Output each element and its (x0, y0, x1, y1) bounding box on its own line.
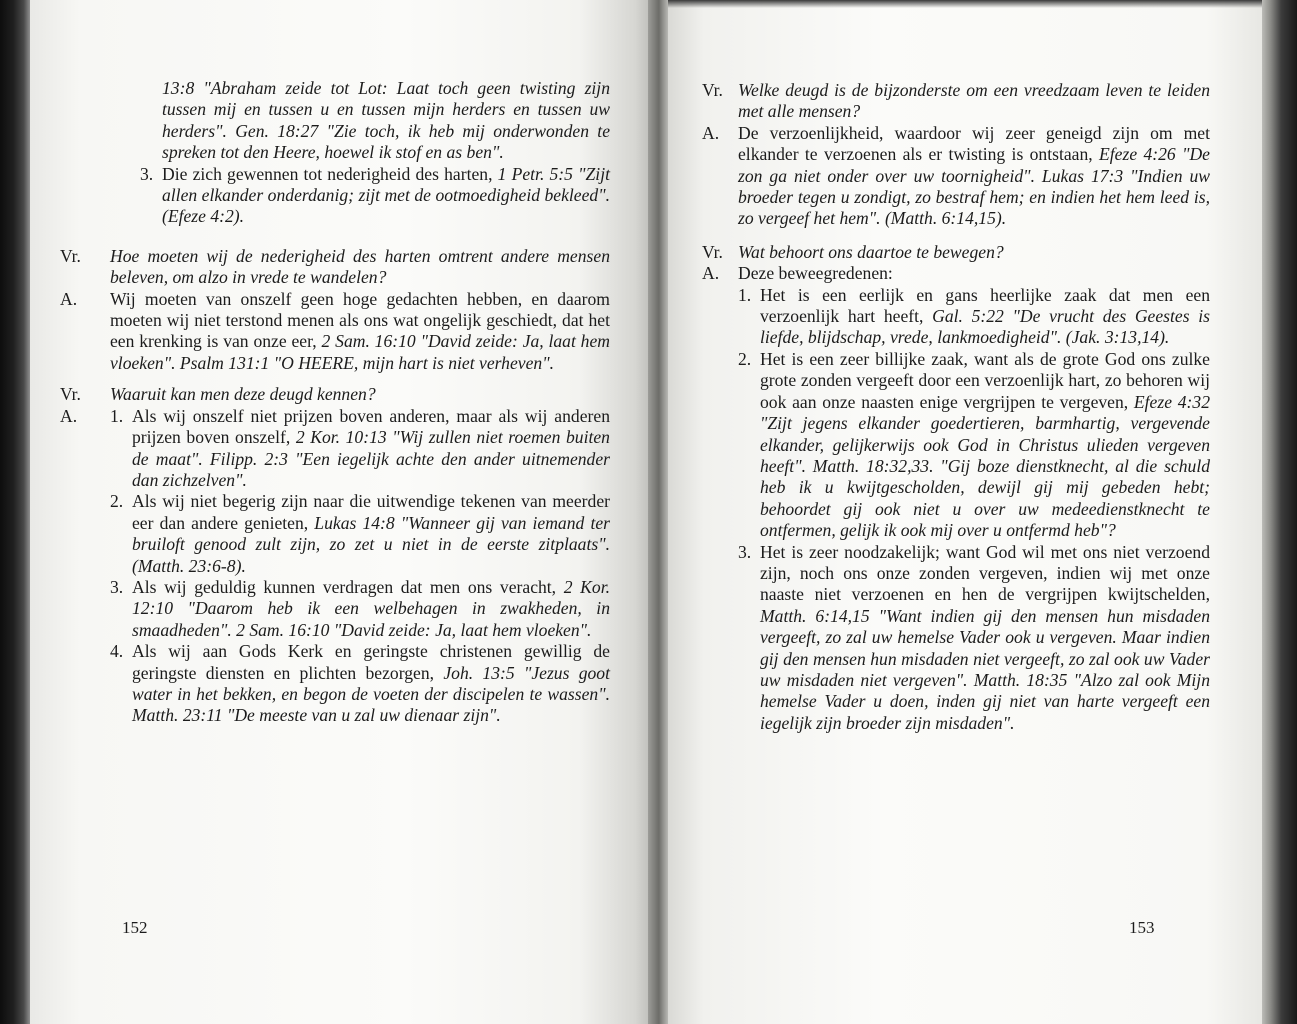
answer-label: A. (702, 263, 720, 284)
item-number: 1. (738, 284, 752, 305)
page-number: 152 (122, 918, 148, 937)
item-text: Het is zeer noodzakelijk; want God wil met ons niet verzoend zijn, noch ons onze zonden vergeven, indien wij met onze naaste niet verzoenen en hen de vergrijpen kwijtschelden, Matth. 6:14,15 "Want indien gij den mensen hun misdaden vergeeft, zo zal uw hemelse Vader ook u vergeven. Maar indien gij den mensen hun misdaden niet vergeeft, zo zal ook uw Vader uw misdaden niet vergeven". Matth. 18:35 "Alzo zal ook Mijn hemelse Vader u doen, inden gij niet van harte vergeeft een iegelijk zijn broeder zijn misdaden". (760, 541, 1210, 733)
question-text: Wat behoort ons daartoe te bewegen? (738, 241, 1004, 262)
question-text: Waaruit kan men deze deugd kennen? (110, 384, 376, 405)
item-number: 3. (140, 163, 154, 184)
page-number: 153 (1129, 918, 1155, 937)
item-text: Het is een zeer billijke zaak, want als de grote God ons zulke grote zonden vergeeft door een verzoenlijk hart, zo behoren wij ook aan onze naasten enige vergrijpen te vergeven, Efeze 4:32 "Zijt jegens elkander goedertieren, barmhartig, vergevende elkander, gelijkerwijs ook God in Christus ulieden vergeven heeft". Matth. 18:32,33. "Gij boze dienstknecht, al die schuld heb ik u kwijtgescholden, dewijl gij mij gebeden hebt; behoordet gij ook niet u over uw medeedienstknecht te ontfermen, gelijk ik ook mij over u ontfermd heb"? (760, 348, 1210, 541)
page-left-text (60, 78, 610, 727)
item-number: 2. (738, 348, 752, 369)
page-right-text (702, 80, 1210, 734)
page-right (668, 0, 1266, 1024)
item-text: Als wij geduldig kunnen verdragen dat men ons veracht, 2 Kor. 12:10 "Daarom heb ik een welbehagen in zwakheden, in smaadheden". 2 Sam. 16:10 "David zeide: Ja, laat hem vloeken". (132, 576, 610, 640)
item-number: 2. (110, 491, 124, 512)
book-cover-edge-right (1262, 0, 1297, 1024)
question-text: Hoe moeten wij de nederigheid des harten omtrent andere mensen beleven, om alzo in vrede te wandelen? (110, 245, 610, 288)
item-number: 3. (110, 576, 124, 597)
list-item (738, 285, 1210, 349)
question-label: Vr. (60, 245, 81, 266)
answer-block (60, 405, 610, 727)
answer-text: Wij moeten van onszelf geen hoge gedachten hebben, en daarom moeten wij niet terstond menen als ons wat ongelijk geschiedt, dat het een krenking is van onze eer, 2 Sam. 16:10 "David zeide: Ja, laat hem vloeken". Psalm 131:1 "O HEERE, mijn hart is niet verheven". (110, 288, 610, 373)
answer-label: A. (60, 405, 78, 426)
list-item (110, 577, 610, 641)
list-item (110, 406, 610, 492)
page-left (30, 0, 654, 1024)
answer-intro: Deze beweegredenen: (738, 263, 893, 284)
answer-text: De verzoenlijkheid, waardoor wij zeer geneigd zijn om met elkander te verzoenen als er twisting is ontstaan, Efeze 4:26 "De zon ga niet onder over uw toornigheid". Lukas 17:3 "Indien uw broeder tegen u zondigt, zo bestraf hem; en indien het hem leed is, zo vergeef het hem". (Matth. 6:14,15). (738, 122, 1210, 229)
item-number: 4. (110, 641, 124, 662)
item-number: 1. (110, 405, 124, 426)
item-text: Als wij aan Gods Kerk en geringste christenen gewillig de geringste diensten en plichten bezorgen, Joh. 13:5 "Jezus goot water in het bekken, en begon de voeten der discipelen te wassen". Matth. 23:11 "De meeste van u zal uw dienaar zijn". (132, 641, 610, 726)
book-cover-edge-left (0, 0, 34, 1024)
answer-block (60, 288, 610, 375)
question-block (702, 80, 1210, 123)
question-block (60, 245, 610, 289)
answer-block (702, 263, 1210, 734)
list-item (140, 163, 610, 228)
question-label: Vr. (702, 80, 723, 100)
list-item (110, 641, 610, 727)
answer-list (110, 406, 610, 727)
item-text: Die zich gewennen tot nederigheid des harten, 1 Petr. 5:5 "Zijt allen elkander onderdanig; zijt met de ootmoedigheid bekleed". (Efeze 4:2). (162, 163, 610, 227)
item-text: Het is een eerlijk en gans heerlijke zaak dat men een verzoenlijk hart heeft, Gal. 5:22 "De vrucht des Geestes is liefde, blijdschap, vrede, lankmoedigheid". (Jak. 3:13,14). (760, 284, 1210, 348)
answer-list (738, 263, 1210, 734)
item-number: 3. (738, 541, 752, 562)
item-text: Als wij onszelf niet prijzen boven anderen, maar als wij anderen prijzen boven onszelf, 2 Kor. 10:13 "Wij zullen niet roemen buiten de maat". Filipp. 2:3 "Een iegelijk achte den ander uitnemender dan zichzelven". (132, 405, 610, 490)
item-text: Als wij niet begerig zijn naar die uitwendige tekenen van meerder eer dan andere genieten, Lukas 14:8 "Wanneer gij van iemand ter bruiloft genood zult zijn, zo zet u niet in de eerste zitplaats". (Matth. 23:6-8). (132, 491, 610, 576)
answer-block (702, 123, 1210, 230)
page-top-shadow (668, 0, 1266, 8)
answer-label: A. (702, 122, 720, 143)
answer-label: A. (60, 288, 78, 309)
list-item (738, 542, 1210, 735)
question-label: Vr. (60, 384, 81, 405)
question-label: Vr. (702, 241, 723, 262)
list-item (738, 349, 1210, 542)
question-text: Welke deugd is de bijzonderste om een vreedzaam leven te leiden met alle mensen? (738, 80, 1210, 122)
list-item (110, 491, 610, 577)
continuation-block (140, 78, 610, 228)
continuation-text: 13:8 "Abraham zeide tot Lot: Laat toch geen twisting zijn tussen mij en tussen u en tussen mijn herders en tussen uw herders". Gen. 18:27 "Zie toch, ik heb mij onderwonden te spreken tot den Heere, hoewel ik stof en as ben". (162, 78, 610, 163)
question-block (702, 242, 1210, 263)
question-block (60, 384, 610, 405)
